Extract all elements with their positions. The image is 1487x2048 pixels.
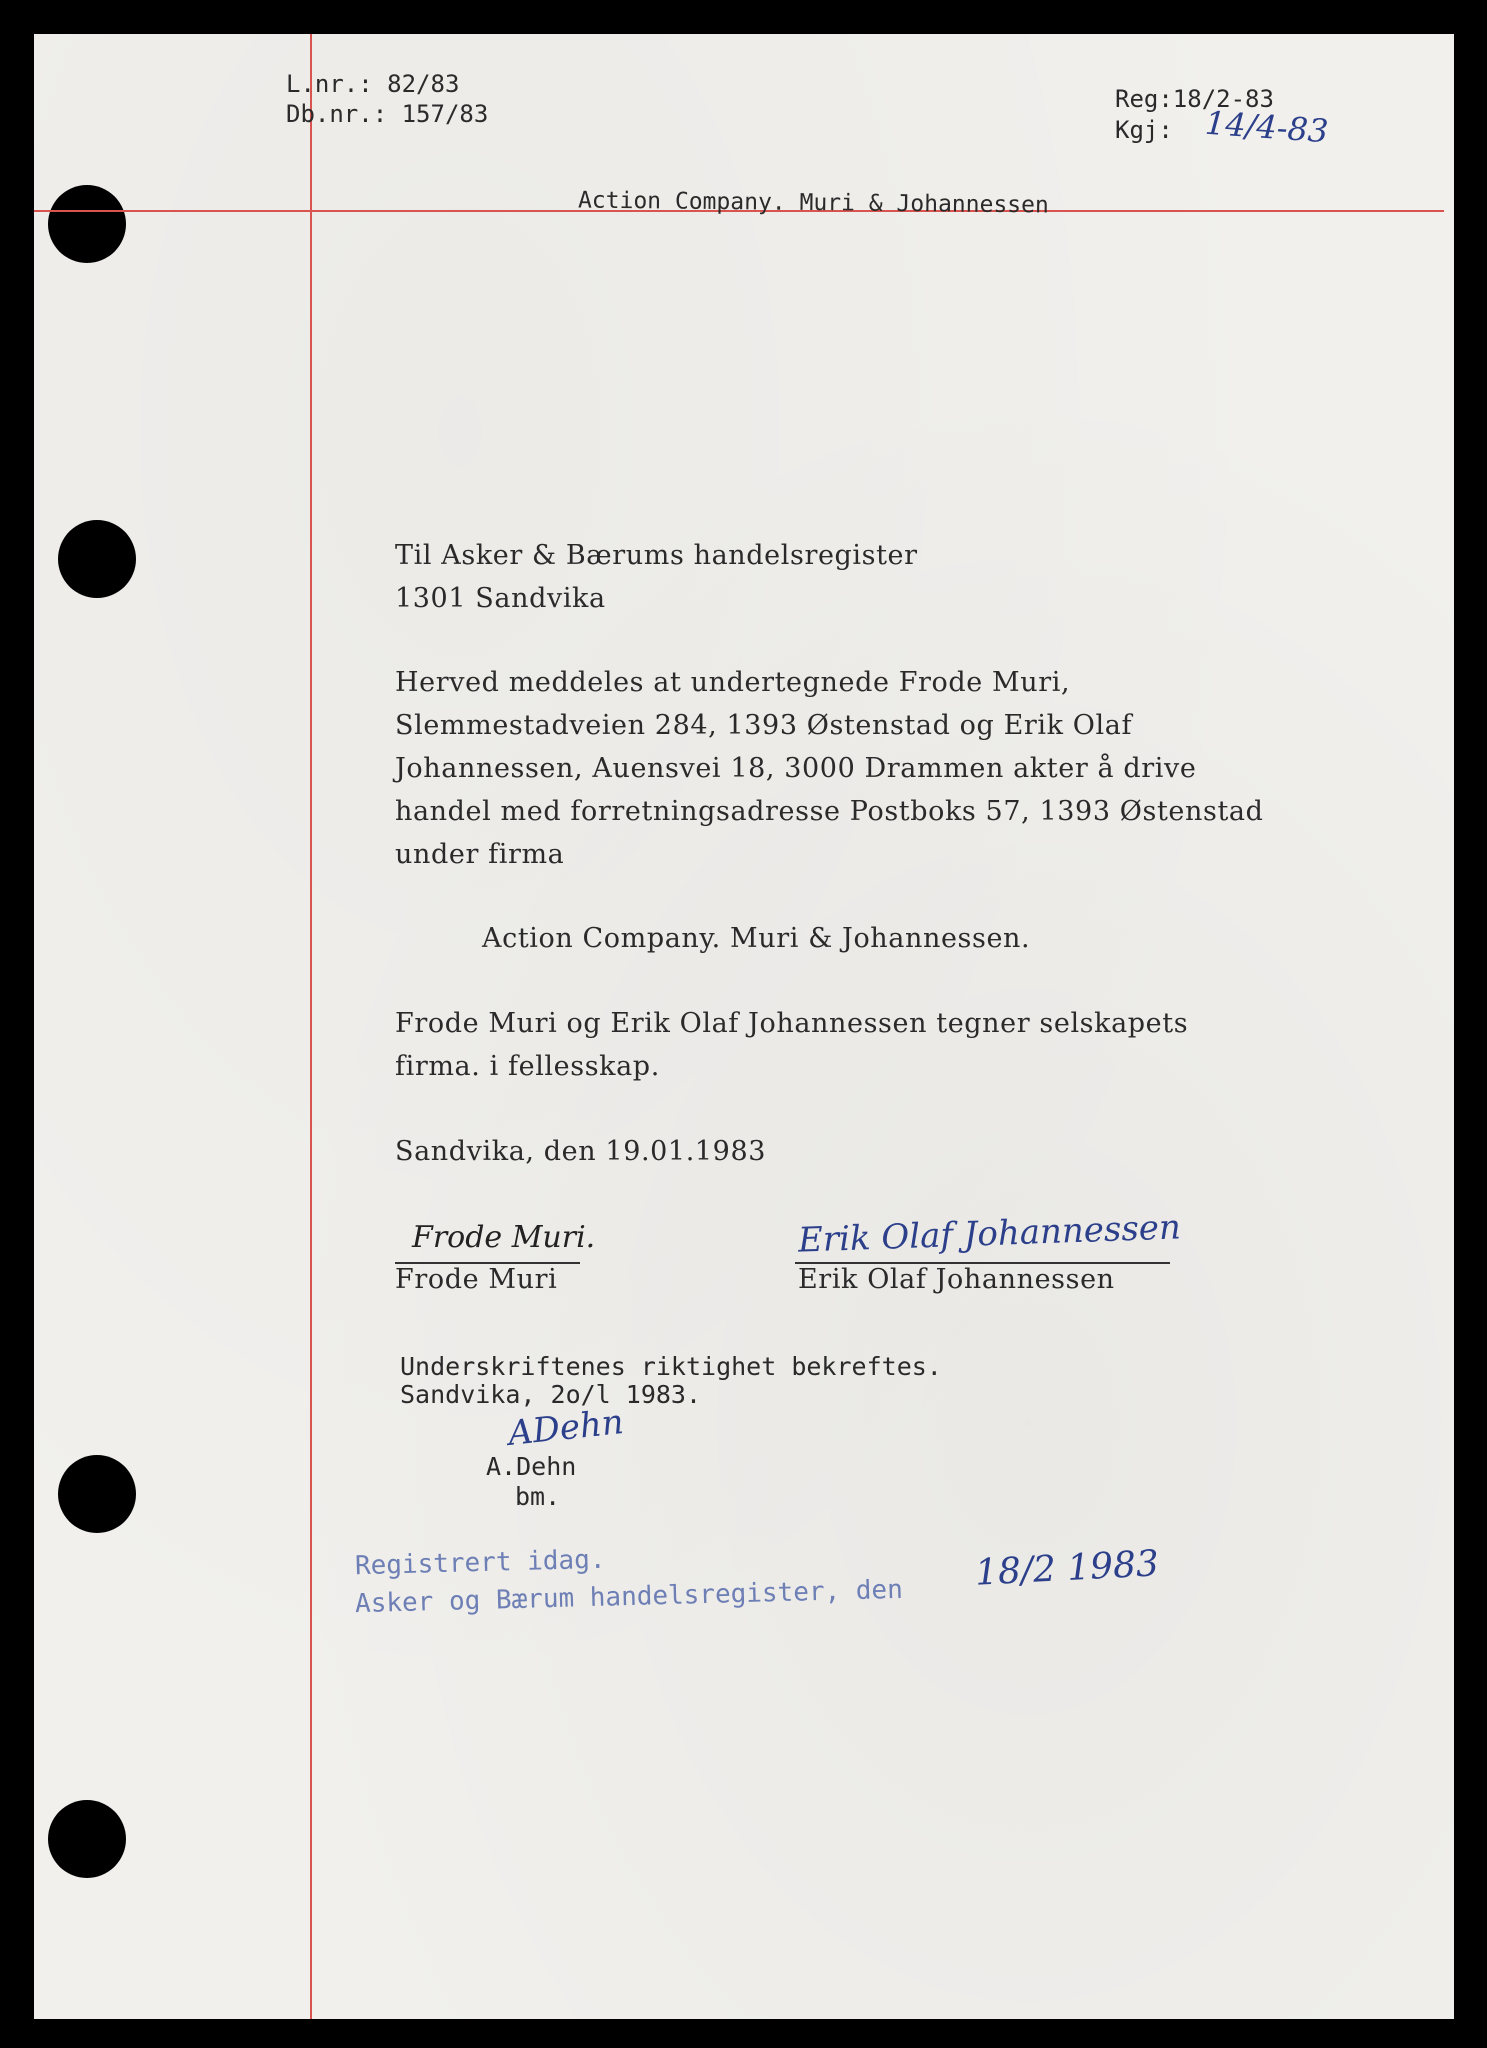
firm-name: Action Company. Muri & Johannessen. — [482, 923, 1031, 954]
punch-hole-top — [48, 185, 126, 263]
body-line: handel med forretningsadresse Postboks 57, 1393 Østenstad — [395, 796, 1264, 827]
company-header: Action Company. Muri & Johannessen — [577, 187, 1049, 219]
recipient-line-1: Til Asker & Bærums handelsregister — [395, 540, 918, 571]
signature-a-dehn: ADehn — [506, 1402, 626, 1454]
stamp-register-name: Asker og Bærum handelsregister, den — [354, 1574, 904, 1620]
printed-name-left: Frode Muri — [395, 1264, 558, 1295]
signing-line: firma. i fellesskap. — [395, 1051, 660, 1082]
stamp-handwritten-date: 18/2 1983 — [974, 1543, 1160, 1594]
db-nr: Db.nr.: 157/83 — [286, 100, 489, 128]
printed-name-right: Erik Olaf Johannessen — [798, 1264, 1115, 1295]
place-date: Sandvika, den 19.01.1983 — [395, 1136, 767, 1167]
kgj-handwritten-date: 14/4-83 — [1203, 103, 1330, 151]
certification-line-1: Underskriftenes riktighet bekreftes. — [400, 1352, 942, 1381]
kgj-label: Kgj: — [1115, 116, 1173, 144]
body-line: under firma — [395, 839, 565, 870]
certifier-title: bm. — [515, 1482, 561, 1511]
punch-hole-upper — [58, 520, 136, 598]
reg-date: Reg:18/2-83 — [1115, 85, 1274, 113]
recipient-line-2: 1301 Sandvika — [395, 583, 606, 614]
body-line: Johannessen, Auensvei 18, 3000 Drammen akter å drive — [395, 753, 1197, 784]
punch-hole-bottom — [48, 1800, 126, 1878]
body-line: Herved meddeles at undertegnede Frode Muri, — [395, 667, 1071, 698]
signature-erik-olaf-johannessen: Erik Olaf Johannessen — [797, 1207, 1182, 1261]
stamp-registered-today: Registrert idag. — [354, 1544, 606, 1582]
l-nr: L.nr.: 82/83 — [286, 70, 460, 98]
certifier-name: A.Dehn — [486, 1452, 577, 1481]
certification-line-2: Sandvika, 2o/l 1983. — [400, 1380, 702, 1409]
signature-frode-muri: Frode Muri. — [412, 1220, 596, 1255]
left-margin-rule — [310, 34, 312, 2019]
signing-line: Frode Muri og Erik Olaf Johannessen tegner selskapets — [395, 1008, 1189, 1039]
body-line: Slemmestadveien 284, 1393 Østenstad og Erik Olaf — [395, 710, 1133, 741]
punch-hole-lower — [58, 1455, 136, 1533]
